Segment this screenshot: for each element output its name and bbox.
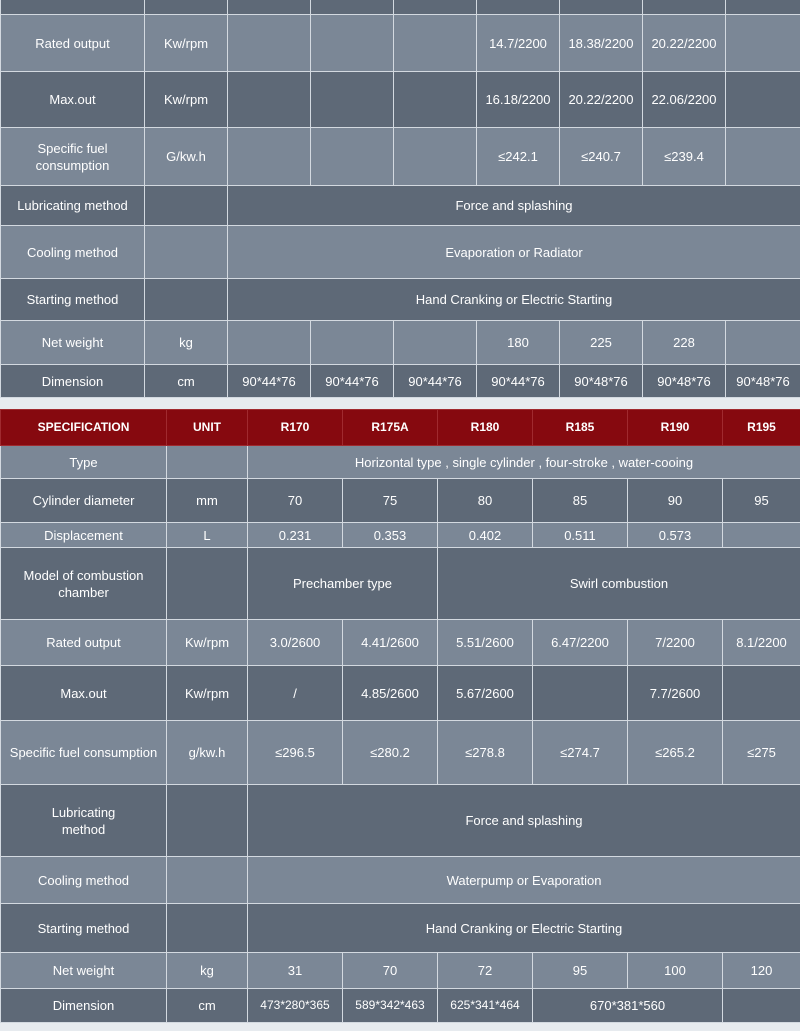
table-row [1, 548, 800, 620]
table-row [1, 721, 800, 785]
table-cell [723, 989, 800, 1023]
table-cell: 5.51/2600 [438, 620, 533, 666]
row-label: Dimension [1, 989, 167, 1023]
row-unit [167, 904, 248, 953]
row-unit [145, 226, 228, 279]
table-cell: 7/2200 [628, 620, 723, 666]
merged-cell: Force and splashing [248, 785, 800, 857]
table-cell: 18.38/2200 [560, 15, 643, 72]
table-cell: 625*341*464 [438, 989, 533, 1023]
header-model: R180 [438, 410, 533, 446]
table-cell [228, 72, 311, 128]
table-cell: 225 [560, 321, 643, 365]
table-cell [228, 15, 311, 72]
row-unit: kg [145, 321, 228, 365]
merged-cell: Hand Cranking or Electric Starting [248, 904, 800, 953]
table-row [1, 186, 800, 226]
table-cell [726, 321, 800, 365]
row-label: Cooling method [1, 226, 145, 279]
table-cell: 0.402 [438, 523, 533, 548]
merged-cell: Evaporation or Radiator [228, 226, 800, 279]
table-cell: 16.18/2200 [477, 72, 560, 128]
row-unit: g/kw.h [167, 721, 248, 785]
table-cell: 7.7/2600 [628, 666, 723, 721]
row-unit: G/kw.h [145, 128, 228, 186]
row-unit: cm [145, 365, 228, 398]
row-label: Displacement [1, 523, 167, 548]
row-label: Starting method [1, 904, 167, 953]
table-cell: 5.67/2600 [438, 666, 533, 721]
table-row [1, 72, 800, 128]
table-row [1, 953, 800, 989]
table-cell: ≤265.2 [628, 721, 723, 785]
table-cell [533, 666, 628, 721]
row-label: Net weight [1, 953, 167, 989]
table-cell: / [248, 666, 343, 721]
table-cell: 14.7/2200 [477, 15, 560, 72]
row-unit: Kw/rpm [145, 15, 228, 72]
row-label: Model of combustion chamber [1, 548, 167, 620]
row-label: Specific fuel consumption [1, 128, 145, 186]
table-cell [723, 523, 800, 548]
table-cell: ≤274.7 [533, 721, 628, 785]
merged-cell: Prechamber type [248, 548, 438, 620]
merged-cell: Waterpump or Evaporation [248, 857, 800, 904]
row-unit: kg [167, 953, 248, 989]
table-cell: 3.0/2600 [248, 620, 343, 666]
table-cell: 4.41/2600 [343, 620, 438, 666]
table-cell [311, 72, 394, 128]
row-unit [167, 785, 248, 857]
table-cell: ≤240.7 [560, 128, 643, 186]
table-cell: 70 [343, 953, 438, 989]
header-specification: SPECIFICATION [1, 410, 167, 446]
merged-cell: 670*381*560 [533, 989, 723, 1023]
table-cell: 6.47/2200 [533, 620, 628, 666]
table-cell [394, 128, 477, 186]
merged-cell: Force and splashing [228, 186, 800, 226]
table-cell: 8.1/2200 [723, 620, 800, 666]
row-label: Lubricating method [1, 785, 167, 857]
row-unit [167, 446, 248, 479]
row-unit: Kw/rpm [167, 666, 248, 721]
table-row [1, 666, 800, 721]
table-cell: 180 [477, 321, 560, 365]
table-cell [394, 72, 477, 128]
table-cell: 0.511 [533, 523, 628, 548]
table-cell: ≤242.1 [477, 128, 560, 186]
table-row [1, 321, 800, 365]
row-label: Net weight [1, 321, 145, 365]
table-cell [394, 15, 477, 72]
table-row [1, 365, 800, 398]
table-cell: 0.573 [628, 523, 723, 548]
row-label: Specific fuel consumption [1, 721, 167, 785]
table-cell: 90*44*76 [477, 365, 560, 398]
table-cell: 90 [628, 479, 723, 523]
row-label: Type [1, 446, 167, 479]
table-cell: 75 [343, 479, 438, 523]
table-cell: ≤239.4 [643, 128, 726, 186]
table-cell [311, 321, 394, 365]
header-model: R190 [628, 410, 723, 446]
merged-cell: Hand Cranking or Electric Starting [228, 279, 800, 321]
table-cell: 120 [723, 953, 800, 989]
table-row [1, 904, 800, 953]
table-cell: 90*44*76 [394, 365, 477, 398]
header-model: R195 [723, 410, 800, 446]
row-unit [145, 279, 228, 321]
table-cell: 31 [248, 953, 343, 989]
table-row [1, 128, 800, 186]
table-cell: 90*48*76 [560, 365, 643, 398]
table-cell: 20.22/2200 [643, 15, 726, 72]
table-cell: 85 [533, 479, 628, 523]
spec-table-upper [0, 0, 800, 398]
table-row [1, 857, 800, 904]
table-cell: 20.22/2200 [560, 72, 643, 128]
table-cell [311, 128, 394, 186]
header-model: R170 [248, 410, 343, 446]
row-unit [167, 857, 248, 904]
header-model: R175A [343, 410, 438, 446]
row-unit: mm [167, 479, 248, 523]
row-unit: Kw/rpm [145, 72, 228, 128]
table-cell: 95 [723, 479, 800, 523]
table-cell [394, 321, 477, 365]
table-cell: 90*44*76 [228, 365, 311, 398]
row-unit: cm [167, 989, 248, 1023]
table-cell [726, 15, 800, 72]
table-cell: 228 [643, 321, 726, 365]
table-cell: ≤278.8 [438, 721, 533, 785]
table-row [1, 226, 800, 279]
table-cell: 70 [248, 479, 343, 523]
row-unit [145, 186, 228, 226]
table-cell: 80 [438, 479, 533, 523]
table-row [1, 279, 800, 321]
table-cell: 589*342*463 [343, 989, 438, 1023]
row-label: Max.out [1, 666, 167, 721]
table-cell: 90*48*76 [643, 365, 726, 398]
table-cell: 90*44*76 [311, 365, 394, 398]
table-cell [726, 72, 800, 128]
merged-cell: Horizontal type , single cylinder , four-stroke , water-cooing [248, 446, 800, 479]
table-cell: 0.231 [248, 523, 343, 548]
row-label: Dimension [1, 365, 145, 398]
table-cell: 95 [533, 953, 628, 989]
table-header-row [1, 410, 800, 446]
table-cell: 22.06/2200 [643, 72, 726, 128]
header-unit: UNIT [167, 410, 248, 446]
row-label: Cylinder diameter [1, 479, 167, 523]
table-cell [311, 15, 394, 72]
table-row [1, 446, 800, 479]
header-model: R185 [533, 410, 628, 446]
table-cell: ≤280.2 [343, 721, 438, 785]
table-row [1, 989, 800, 1023]
row-label: Rated output [1, 15, 145, 72]
spec-table-lower [0, 409, 800, 1023]
row-label: Cooling method [1, 857, 167, 904]
row-label: Max.out [1, 72, 145, 128]
table-cell: ≤296.5 [248, 721, 343, 785]
table-cell [228, 321, 311, 365]
table-cell: 473*280*365 [248, 989, 343, 1023]
row-label: Lubricating method [1, 186, 145, 226]
row-label: Rated output [1, 620, 167, 666]
table-cell [228, 128, 311, 186]
table-row [1, 15, 800, 72]
table-cell: 100 [628, 953, 723, 989]
row-unit: L [167, 523, 248, 548]
table-row [1, 620, 800, 666]
merged-cell: Swirl combustion [438, 548, 800, 620]
table-row [1, 479, 800, 523]
table-cell: 4.85/2600 [343, 666, 438, 721]
table-cell: 0.353 [343, 523, 438, 548]
table-cell [723, 666, 800, 721]
table-row [1, 0, 800, 15]
table-cell: 90*48*76 [726, 365, 800, 398]
table-row [1, 523, 800, 548]
row-unit: Kw/rpm [167, 620, 248, 666]
row-unit [167, 548, 248, 620]
table-cell: 72 [438, 953, 533, 989]
table-row [1, 785, 800, 857]
row-label: Starting method [1, 279, 145, 321]
table-cell: ≤275 [723, 721, 800, 785]
table-cell [726, 128, 800, 186]
